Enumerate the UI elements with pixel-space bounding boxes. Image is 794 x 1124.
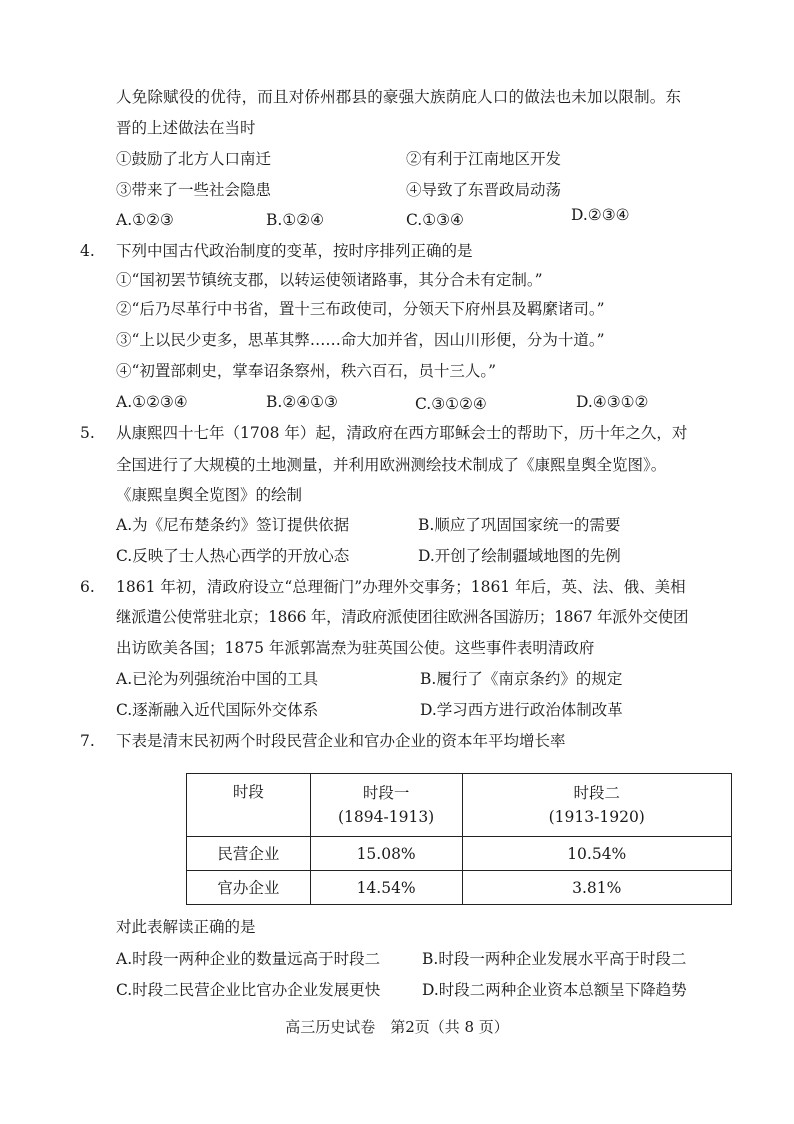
q6-option-d: D.学习西方进行政治体制改革 <box>420 701 623 719</box>
q4-option-c: C.③①②④ <box>415 395 487 413</box>
q3-item-1: ①鼓励了北方人口南迁 <box>116 150 272 168</box>
q6-stem-line-1: 1861 年初，清政府设立“总理衙门”办理外交事务；1861 年后，英、法、俄、美相 <box>116 578 686 596</box>
q5-stem-line-3: 《康熙皇舆全览图》的绘制 <box>116 486 303 504</box>
q7-option-b: B.时段一两种企业发展水平高于时段二 <box>422 950 687 968</box>
period-1-years: (1894-1913) <box>338 808 435 826</box>
q5-option-a: A.为《尼布楚条约》签订提供依据 <box>116 516 350 534</box>
q7-question: 对此表解读正确的是 <box>116 918 256 936</box>
q3-option-a: A.①②③ <box>116 211 174 229</box>
q3-stem-line-1: 人免除赋役的优待，而且对侨州郡县的豪强大族荫庇人口的做法也未加以限制。东 <box>116 88 682 106</box>
table-header-period-2 <box>462 774 732 837</box>
q4-item-2: ②“后乃尽革行中书省，置十三布政使司，分领天下府州县及羁縻诸司。” <box>116 300 605 318</box>
row-label-private: 民营企业 <box>187 837 311 871</box>
q4-number: 4. <box>80 242 95 260</box>
period-1-label: 时段一 <box>362 784 410 802</box>
period-2-years: (1913-1920) <box>548 808 645 826</box>
q3-item-3: ③带来了一些社会隐患 <box>116 181 272 199</box>
q5-stem-line-2: 全国进行了大规模的土地测量，并利用欧洲测绘技术制成了《康熙皇舆全览图》。 <box>116 456 667 474</box>
table-header-period: 时段 <box>187 774 311 837</box>
q3-option-c: C.①③④ <box>406 211 464 229</box>
q3-stem-line-2: 晋的上述做法在当时 <box>116 119 256 137</box>
table-row <box>187 837 732 871</box>
private-period-1-rate: 15.08% <box>310 837 462 871</box>
q4-option-d: D.④③①② <box>576 393 649 411</box>
row-label-official: 官办企业 <box>187 871 311 905</box>
q6-number: 6. <box>80 578 95 596</box>
q3-item-4: ④导致了东晋政局动荡 <box>406 181 562 199</box>
q6-option-c: C.逐渐融入近代国际外交体系 <box>116 701 319 719</box>
q6-option-b: B.履行了《南京条约》的规定 <box>420 670 623 688</box>
period-2-label: 时段二 <box>573 784 620 802</box>
q5-option-d: D.开创了绘制疆域地图的先例 <box>418 547 621 565</box>
q4-item-3: ③“上以民少吏多，思革其弊……命大加并省，因山川形便，分为十道。” <box>116 331 605 349</box>
table-header-period-1 <box>310 774 462 837</box>
q3-option-d: D.②③④ <box>571 206 630 224</box>
q5-option-c: C.反映了士人热心西学的开放心态 <box>116 547 350 565</box>
table-header-row <box>187 774 732 837</box>
q5-stem-line-1: 从康熙四十七年（1708 年）起，清政府在西方耶稣会士的帮助下，历十年之久，对 <box>116 424 688 442</box>
official-period-2-rate: 3.81% <box>462 871 732 905</box>
q5-number: 5. <box>80 424 95 442</box>
q4-item-4: ④“初置部刺史，掌奉诏条察州，秩六百石，员十三人。” <box>116 362 497 380</box>
private-period-2-rate: 10.54% <box>462 837 732 871</box>
q7-stem: 下表是清末民初两个时段民营企业和官办企业的资本年平均增长率 <box>116 732 566 750</box>
q3-option-b: B.①②④ <box>266 211 325 229</box>
q7-option-d: D.时段二两种企业资本总额呈下降趋势 <box>422 981 687 999</box>
growth-rate-table <box>186 773 732 905</box>
q4-stem: 下列中国古代政治制度的变革，按时序排列正确的是 <box>116 242 473 260</box>
q4-option-b: B.②④①③ <box>266 393 338 411</box>
q7-number: 7. <box>80 732 95 750</box>
q7-option-a: A.时段一两种企业的数量远高于时段二 <box>116 950 381 968</box>
q4-option-a: A.①②③④ <box>116 393 188 411</box>
q3-item-2: ②有利于江南地区开发 <box>406 150 562 168</box>
table-row <box>187 871 732 905</box>
q6-stem-line-2: 继派遣公使常驻北京；1866 年，清政府派使团往欧洲各国游历；1867 年派外交使团 <box>116 608 689 626</box>
official-period-1-rate: 14.54% <box>310 871 462 905</box>
q6-stem-line-3: 出访欧美各国；1875 年派郭嵩焘为驻英国公使。这些事件表明清政府 <box>116 639 595 657</box>
q4-item-1: ①“国初罢节镇统支郡，以转运使领诸路事，其分合未有定制。” <box>116 271 543 289</box>
q7-option-c: C.时段二民营企业比官办企业发展更快 <box>116 981 381 999</box>
q6-option-a: A.已沦为列强统治中国的工具 <box>116 670 319 688</box>
page-footer: 高三历史试卷 第2页（共 8 页） <box>285 1018 509 1036</box>
q5-option-b: B.顺应了巩固国家统一的需要 <box>418 516 621 534</box>
